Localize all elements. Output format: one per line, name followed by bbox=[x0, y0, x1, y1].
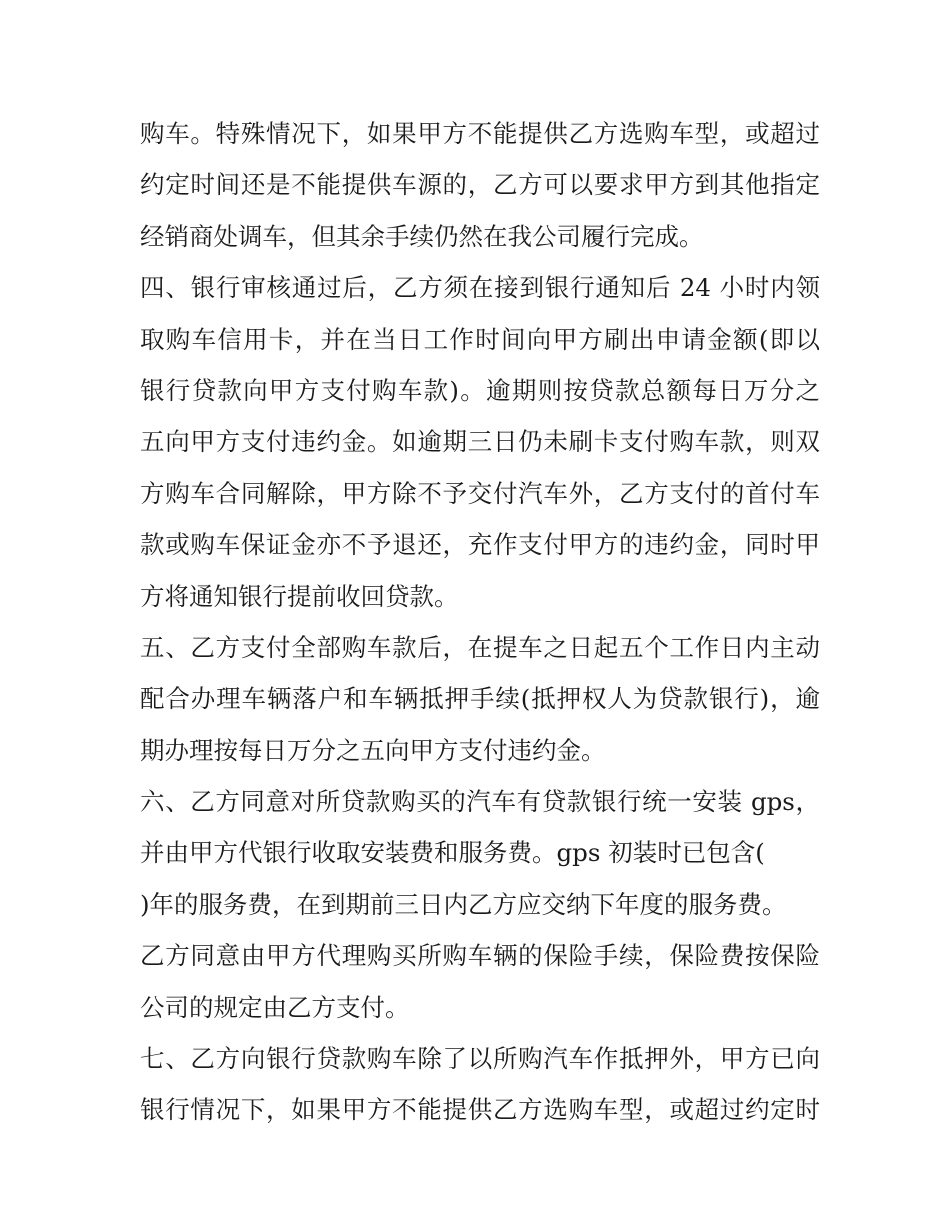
text-line: 五、乙方支付全部购车款后，在提车之日起五个工作日内主动 bbox=[140, 632, 820, 662]
text-line: 取购车信用卡，并在当日工作时间向甲方刷出申请金额(即以 bbox=[140, 324, 820, 354]
text-line: 经销商处调车，但其余手续仍然在我公司履行完成。 bbox=[140, 221, 704, 251]
text-line: )年的服务费，在到期前三日内乙方应交纳下年度的服务费。 bbox=[140, 889, 787, 919]
text-line: 四、银行审核通过后，乙方须在接到银行通知后 24 小时内领 bbox=[140, 273, 820, 303]
text-line: 方将通知银行提前收回贷款。 bbox=[140, 581, 459, 611]
text-line: 公司的规定由乙方支付。 bbox=[140, 992, 410, 1022]
text-line: 款或购车保证金亦不予退还，充作支付甲方的违约金，同时甲 bbox=[140, 530, 820, 560]
text-line: 配合办理车辆落户和车辆抵押手续(抵押权人为贷款银行)，逾 bbox=[140, 684, 820, 714]
text-line: 期办理按每日万分之五向甲方支付违约金。 bbox=[140, 735, 606, 765]
text-line: 七、乙方向银行贷款购车除了以所购汽车作抵押外，甲方已向 bbox=[140, 1044, 820, 1074]
text-line: 并由甲方代银行收取安装费和服务费。gps 初装时已包含( bbox=[140, 838, 765, 868]
text-line: 银行贷款向甲方支付购车款)。逾期则按贷款总额每日万分之 bbox=[140, 375, 820, 405]
text-line: 约定时间还是不能提供车源的，乙方可以要求甲方到其他指定 bbox=[140, 170, 820, 200]
text-line: 乙方同意由甲方代理购买所购车辆的保险手续，保险费按保险 bbox=[140, 941, 820, 971]
contract-text-body bbox=[140, 108, 820, 1136]
text-line: 购车。特殊情况下，如果甲方不能提供乙方选购车型，或超过 bbox=[140, 119, 820, 148]
text-line: 五向甲方支付违约金。如逾期三日仍未刷卡支付购车款，则双 bbox=[140, 427, 820, 457]
text-line: 六、乙方同意对所贷款购买的汽车有贷款银行统一安装 gps， bbox=[140, 787, 820, 817]
text-line: 银行情况下，如果甲方不能提供乙方选购车型，或超过约定时 bbox=[140, 1095, 820, 1125]
text-line: 方购车合同解除，甲方除不予交付汽车外，乙方支付的首付车 bbox=[140, 478, 820, 508]
